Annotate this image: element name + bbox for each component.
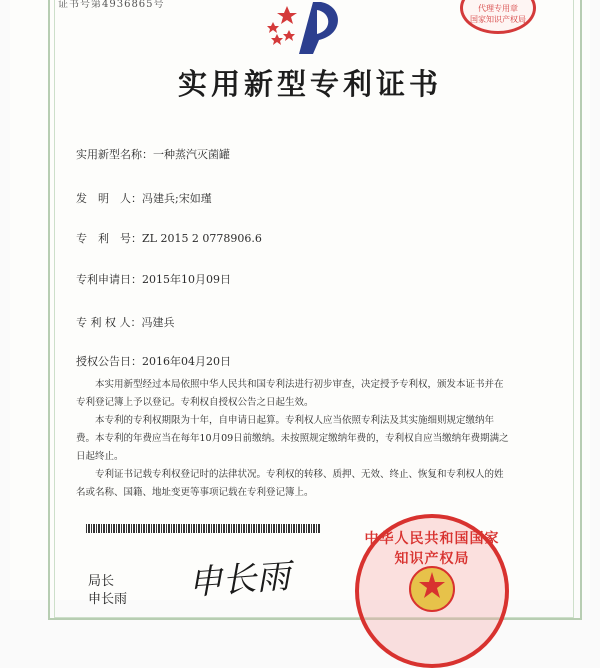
patent-number-field — [76, 230, 262, 246]
grant-date-field — [76, 353, 231, 369]
filing-date-value: 2015年10月09日 — [142, 273, 231, 286]
certificate-paragraph-2: 本专利的专利权期限为十年，自申请日起算。专利权人应当依照专利法及其实施细则规定缴纳年费。本专利的年费应当在每年10月09日前缴纳。未按照规定缴纳年费的，专利权自应当缴纳年费期满之日起终止。 — [76, 415, 509, 462]
name-value: 一种蒸汽灭菌罐 — [153, 148, 230, 161]
patentee-label: 专 利 权 人： — [76, 316, 142, 329]
filing-date-label: 专利申请日： — [76, 273, 142, 286]
agency-stamp-line-2: 国家知识产权局 — [470, 15, 526, 24]
official-seal — [355, 514, 509, 668]
patent-number-value: ZL 2015 2 0778906.6 — [142, 232, 262, 245]
patent-office-emblem-icon — [263, 0, 349, 56]
inventor-value: 冯建兵;宋如瑾 — [142, 192, 212, 205]
director-signature: 申长雨 — [186, 556, 292, 604]
name-label: 实用新型名称： — [76, 148, 153, 161]
agency-stamp-line-1: 代理专用章 — [478, 4, 518, 13]
seal-text: 中华人民共和国国家知识产权局 — [364, 531, 500, 567]
certificate-number: 证书号第4936865号 — [58, 0, 165, 10]
patentee-field — [76, 314, 175, 330]
utility-model-name — [76, 146, 230, 162]
patent-certificate — [10, 0, 590, 607]
director-name: 申长雨 — [88, 592, 128, 607]
patentee-value: 冯建兵 — [141, 316, 175, 329]
grant-date-label: 授权公告日： — [76, 355, 142, 368]
inventor-label: 发 明 人： — [76, 192, 142, 205]
seal-emblem-icon — [407, 564, 457, 614]
inventor-field — [76, 190, 212, 206]
certificate-paragraph-3: 专利证书记载专利权登记时的法律状况。专利权的转移、质押、无效、终止、恢复和专利权人的姓名或名称、国籍、地址变更等事项记载在专利登记簿上。 — [76, 469, 504, 498]
certificate-paragraph-1: 本实用新型经过本局依照中华人民共和国专利法进行初步审查，决定授予专利权，颁发本证书并在专利登记簿上予以登记。专利权自授权公告之日起生效。 — [76, 379, 504, 408]
patent-number-label: 专 利 号： — [76, 232, 142, 245]
filing-date-field — [76, 271, 231, 287]
director-title: 局长 — [88, 574, 115, 589]
barcode — [86, 524, 320, 533]
certificate-title: 实用新型专利证书 — [177, 67, 442, 101]
grant-date-value: 2016年04月20日 — [142, 355, 231, 368]
